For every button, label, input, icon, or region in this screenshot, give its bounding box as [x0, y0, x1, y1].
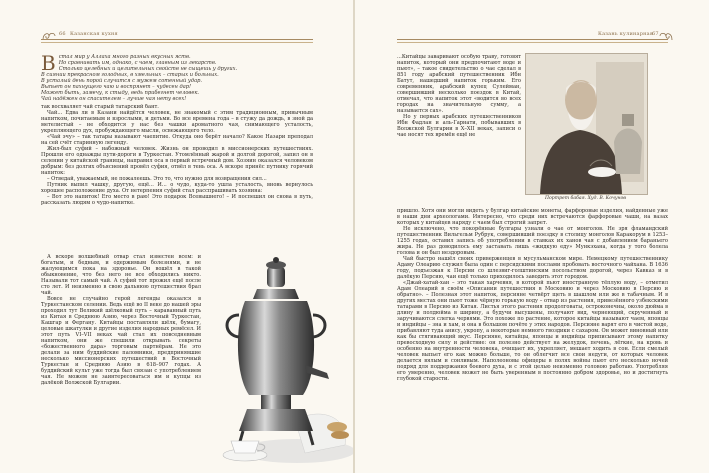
- right-page-number: 67: [652, 31, 659, 37]
- paragraph: Вовсе не случайно герой легенды оказался в Туркестанском селении. Ведь ещё во II веке до нашей эры проходил тут Великий шёлковый путь – караванный путь из Китая в Среднюю Азию, через Восточный Туркестан, Кашгар и Фергану. Китайцы поставляли шёлк, бумагу, целовые шкатулки и другие изделия народных ремёсел. И этот путь VI–VII веках чай стал их повседневным напитком, они же спешили открывать секреты «божественного дара» торговым партнёрам. Не это делали за ним буддийские паломники, предпринявшие несколько миссионерских путешествий в Восточный Туркестан и Среднюю Азию в 618–907 годах. А буддийский культ уже тогда был связан с употреблением чая. Не можем не заинтересоваться им и купцы из далёкой Волжской Булгарии.: [41, 296, 201, 386]
- photo-caption: Портрет бабая. Худ. В. Кочунов: [545, 196, 626, 201]
- poem-line: Выпьет он пахнущего чаю и воспрянет – чудесен дар!: [41, 84, 192, 90]
- paragraph: – Отведай, уважаемый, не пожалеешь. Это то, что нужно для возвращения сил...: [47, 176, 267, 182]
- ornament-icon: [41, 30, 57, 42]
- portrait-image: [526, 54, 647, 194]
- paragraph: так восхваляет чай старый татарский бант.: [41, 104, 159, 110]
- left-body-top: [41, 104, 313, 254]
- paragraph: «Чай эчу» – так татары называют чаепитие. Откуда оно берёт начало? Какое Назари преподал на сей счёт старинную легенду.: [41, 134, 313, 146]
- drop-cap: В: [41, 51, 56, 75]
- left-header-rule: [41, 39, 313, 40]
- poem-line: Столько целебных и целительных свойств не сыщешь у других.: [58, 66, 238, 72]
- paragraph: пришло. Хотя они могли видеть у булгар китайские монеты, фарфоровые изделия, найденные уже в наши дни археологами. Интересно, что среди них встречаются фарфоровые чаши, на вазах которых у китайцев наряду с чаем был строгий запрет.: [397, 208, 668, 226]
- paragraph: Жил-был суфий – набожный человек. Жизнь он проводил в миссионерских путешествиях. Прошли его однажды пути-дороги в Туркестан. Утомлённый жарой и долгой дорогой, запил он в селении у китайской границы, направил оса в первый встречный дом. Хозяин оказался человеком добрым: без долгих объяснений провёл суфия, отвёл в тень оса. А вскоре принёс путнику горячий напиток:: [41, 146, 313, 176]
- epigraph-poem: [41, 51, 311, 102]
- paragraph: А вскоре волшебный отвар стал известен всем: и богатым, и бедным, и одержимым болезнями, и не жалующимся пока на здоровье. Он вошёл в такой обыкновение, что без него не все обходились никто. Называли тот самый чай. А суфий тот прожил ещё после сто лет. И неизменно в свою дальнюю путешествия брал чай.: [41, 254, 201, 296]
- poem-line: В усталый день порой случится с мужем сотенный удар.: [41, 78, 202, 84]
- paragraph: Не исключено, что покорённые булгары узнали о чае от монголов. Не зря фламандский путешественник Вильгельм Рубрук, совершивший поездку в столицу монголов Каракорум в 1253–1255 годах, оставил запись об употреблении в ставках их ханов чая с добавлением бараньего жира. Не раз доводилось ему заставать лишь «жидкую еду» Мункэхана, когда у того болела голова и он был нездоровым.: [397, 226, 668, 256]
- right-body-bottom: [397, 208, 668, 463]
- left-body-bottom: [41, 254, 201, 462]
- left-page: [0, 0, 354, 473]
- paragraph: Чай... Едва ли в Казани найдётся человек, не знакомый с этим традиционным, привычным напитком, почитаемым и взрослыми, и детьми. Во все времена года – в стужу да дождь, в зной да метелистый – не обходится у нас без чашки ароматного чая, снимающего усталость, укрепляющего дух, пробуждающего мысли, освежающего тело.: [41, 110, 313, 134]
- paragraph: Путник выпил чашку, другую, ещё... И... о чудо, куда-то ушла усталость, вновь вернулось хорошее расположение духа. От нетерпения суфий стал расспрашивать хозяина:: [41, 182, 313, 194]
- left-running-head: Казанская кухня: [70, 31, 118, 37]
- paragraph: – Вот это напиток! Его место в раю! Это подарок Всевышнего! – И поспешил он снова в путь, рассказать людям о чудо-напитке.: [41, 194, 313, 206]
- right-running-head: Казань кулинарная: [598, 31, 654, 37]
- paragraph: ...Китайцы заваривают особую траву, готовят напиток, который они предпочитают воде и пьют», – такое свидетельство о чае сделал в 851 году арабский путешественник Ибн Батут, нашедший напиток горьким. Его современник, арабский купец Сулейман, совершивший несколько поездок в Китай, отмечал, что напиток этот «водится во всех городах на значительную сумму, а называется сах».: [397, 54, 521, 114]
- paragraph: Чай быстро нашёл своих приверженцев в мусульманском мире. Немецкому путешественнику Адаму Олеарию служил была один с персидскими послами пробовать восточного чайхана. В 1636 году, подъезжая к Персии со шлезвиг-голштинским посольством дорогой, через Кавказ и в далёкую Персию, чаи ещё только приходилось заводить этот городом.: [397, 256, 668, 280]
- paragraph: «Джай-хатай-хан – это такая харчевня, в которой пьют иностранную тёплую воду, – отметил Адам Олеарий в своём «Описании путешествия в Московию и через Московию в Персию и обратно». – Полезная этот напиток, персияне четвёрт щеть в шашлом или же в табачным. И в других местах они пьют тоже чёрную горькую воду – отвар из растения, привезённого узбекскими татарами в Персию из Китая. Листья этого растения продолговаты, остроконечны, около дюйма в длину и полдюйма в ширину, а будучи высушены, получают вид, чернеющий, скрученный и заручиваются слегка червями. Это похоже по растение, которое китайцы называют чаем, японцы и индийцы – зна и хам, и она в большом почёте у этих народов. Персияне варят его в чистой воде, прибавляют туда анису, укропу, а некоторые немного гвоздики с сахаром. Он может виновный или как бы стягивающий вкус. Персияне, китайцы, японцы и индийцы приписывают этому напитку превосходную силу и действие: он полезно действует на желудок, печень, лёгкие, на кровь и особенно на внутренности человека, очищает их, укрепляет, мешает ходить в сон. Если смелый человек выпьет его как можно больше, то он облегчит все свои недуги, от которых человек делается вялым и сонливым. Наполеоновы офицеры в полях войны пьют его несколько ночей подряд для поддержания боевого духа, и с этой целью неизменно головою работаю. Употребляя его умеренно, человек может не быть уверенным в постоянно добром здоровье, но и достигнуть глубокой старости.: [397, 280, 668, 382]
- samovar-illustration: [205, 255, 355, 470]
- left-page-number: 66: [59, 31, 66, 37]
- right-body-top: [397, 54, 521, 207]
- poem-line: Но сравнивать им, однако, с чаем, главным из лекарств.: [58, 60, 217, 66]
- portrait-photo: [525, 53, 648, 195]
- paragraph: Но у первых арабских путешественников Ибн Фадлан и аль-Гарнати, побывавших в Волжской Булгарии в X–XII веках, записи о чае носят тех времён ещё не: [397, 114, 521, 138]
- right-header-rule: [397, 39, 668, 40]
- poem-line: стал мир у Аллаха много разных вкусных яств.: [58, 54, 191, 60]
- poem-line: Чай надёжен он спасителем – лучше чая нету всех!: [41, 96, 187, 102]
- ornament-icon: [658, 30, 674, 42]
- poem-line: Может быть, замечу, к стыду, ведь прибегнет человек.: [41, 90, 200, 96]
- poem-line: В сиянии прекрасном голодных, в хмельных – старых и больных.: [41, 72, 219, 78]
